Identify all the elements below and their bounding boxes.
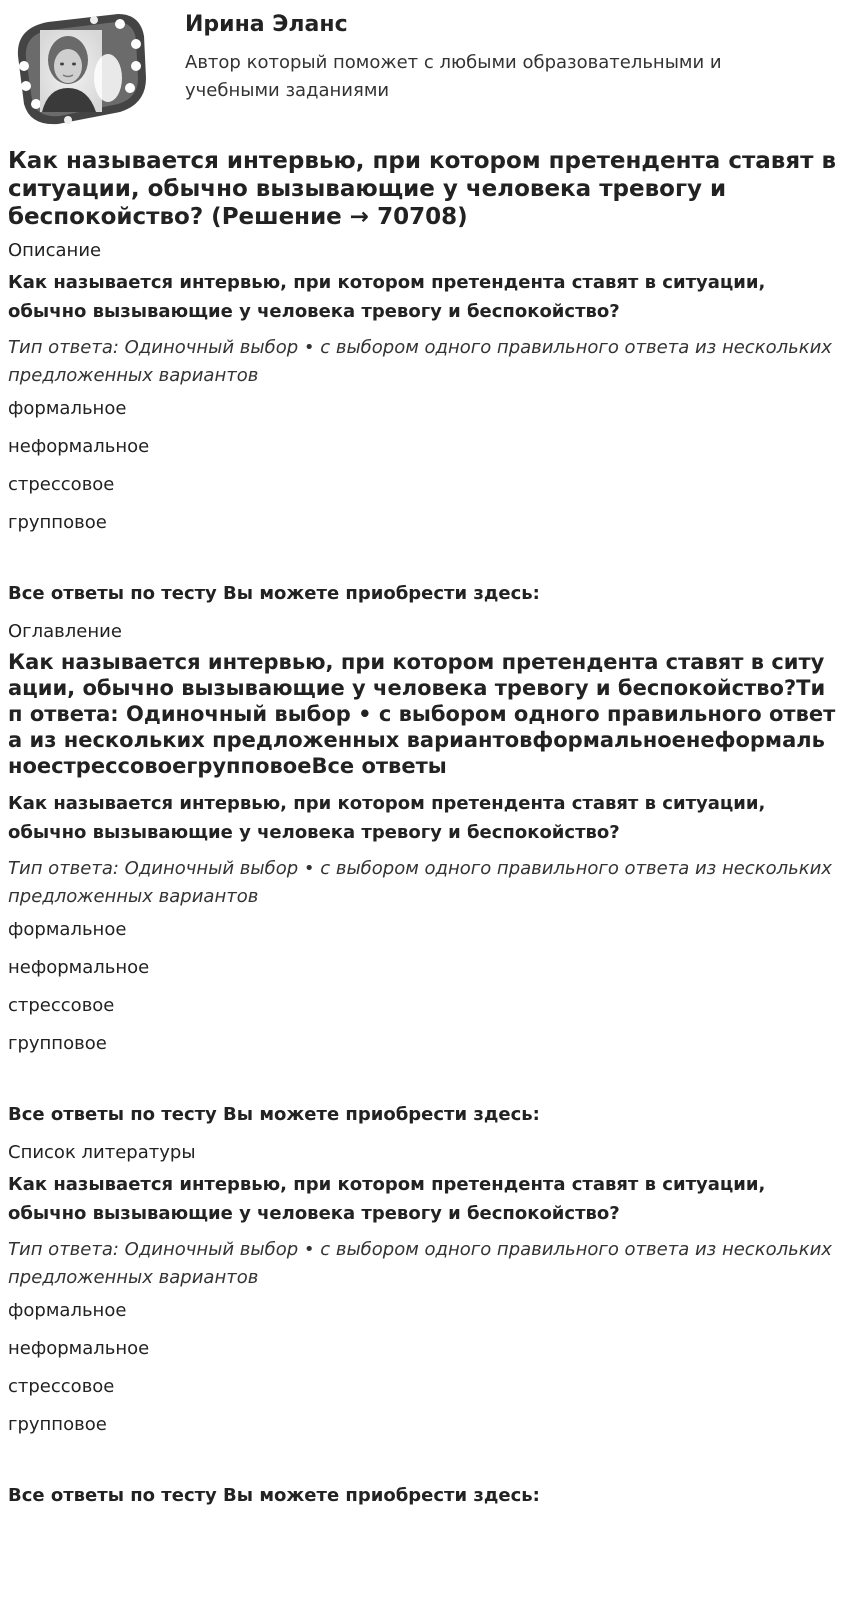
author-header <box>0 0 847 135</box>
answer-option: стрессовое <box>8 1376 115 1397</box>
answer-type: Тип ответа: Одиночный выбор • с выбором одного правильного ответа из нескольких предложенных вариантов <box>8 858 832 907</box>
answer-option: стрессовое <box>8 995 115 1016</box>
all-answers-text: Все ответы по тесту Вы можете приобрести здесь: <box>8 1485 540 1506</box>
author-name[interactable]: Ирина Эланс <box>185 12 348 37</box>
author-description: Автор который поможет с любыми образовательными и учебными заданиями <box>185 52 722 101</box>
answer-type: Тип ответа: Одиночный выбор • с выбором одного правильного ответа из нескольких предложенных вариантов <box>8 1239 832 1288</box>
description-section <box>8 240 838 605</box>
toc-summary: Как называется интервью, при котором претендента ставят в ситуации, обычно вызывающие у человека тревогу и беспокойство?Тип ответа: Одиночный выбор • с выбором одного правильного ответа из нескольких предложенных вариантовформальноенеформальноестрессовоегрупповоеВсе ответы <box>8 650 836 778</box>
answer-option: стрессовое <box>8 474 115 495</box>
section-label-description: Описание <box>8 240 102 261</box>
answer-option: неформальное <box>8 1338 150 1359</box>
answer-option: групповое <box>8 512 107 533</box>
references-section <box>8 1142 838 1507</box>
section-label-references: Список литературы <box>8 1142 196 1163</box>
all-answers-text: Все ответы по тесту Вы можете приобрести здесь: <box>8 1104 540 1125</box>
answer-option: формальное <box>8 1300 127 1321</box>
answer-option: неформальное <box>8 957 150 978</box>
answer-type: Тип ответа: Одиночный выбор • с выбором одного правильного ответа из нескольких предложенных вариантов <box>8 337 832 386</box>
answer-option: групповое <box>8 1414 107 1435</box>
question-text: Как называется интервью, при котором претендента ставят в ситуации, обычно вызывающие у человека тревогу и беспокойство? <box>8 272 766 322</box>
question-text: Как называется интервью, при котором претендента ставят в ситуации, обычно вызывающие у человека тревогу и беспокойство? <box>8 793 766 843</box>
all-answers-text: Все ответы по тесту Вы можете приобрести здесь: <box>8 583 540 604</box>
answer-option: неформальное <box>8 436 150 457</box>
section-label-toc: Оглавление <box>8 621 122 642</box>
answer-option: групповое <box>8 1033 107 1054</box>
answer-option: формальное <box>8 919 127 940</box>
film-reel-avatar-image <box>8 8 150 126</box>
author-avatar <box>8 8 150 126</box>
main-content <box>8 147 838 1523</box>
toc-section <box>8 621 838 1126</box>
answer-option: формальное <box>8 398 127 419</box>
question-text: Как называется интервью, при котором претендента ставят в ситуации, обычно вызывающие у человека тревогу и беспокойство? <box>8 1174 766 1224</box>
page-title: Как называется интервью, при котором претендента ставят в ситуации, обычно вызывающие у человека тревогу и беспокойство? (Решение → 70708) <box>8 148 837 230</box>
